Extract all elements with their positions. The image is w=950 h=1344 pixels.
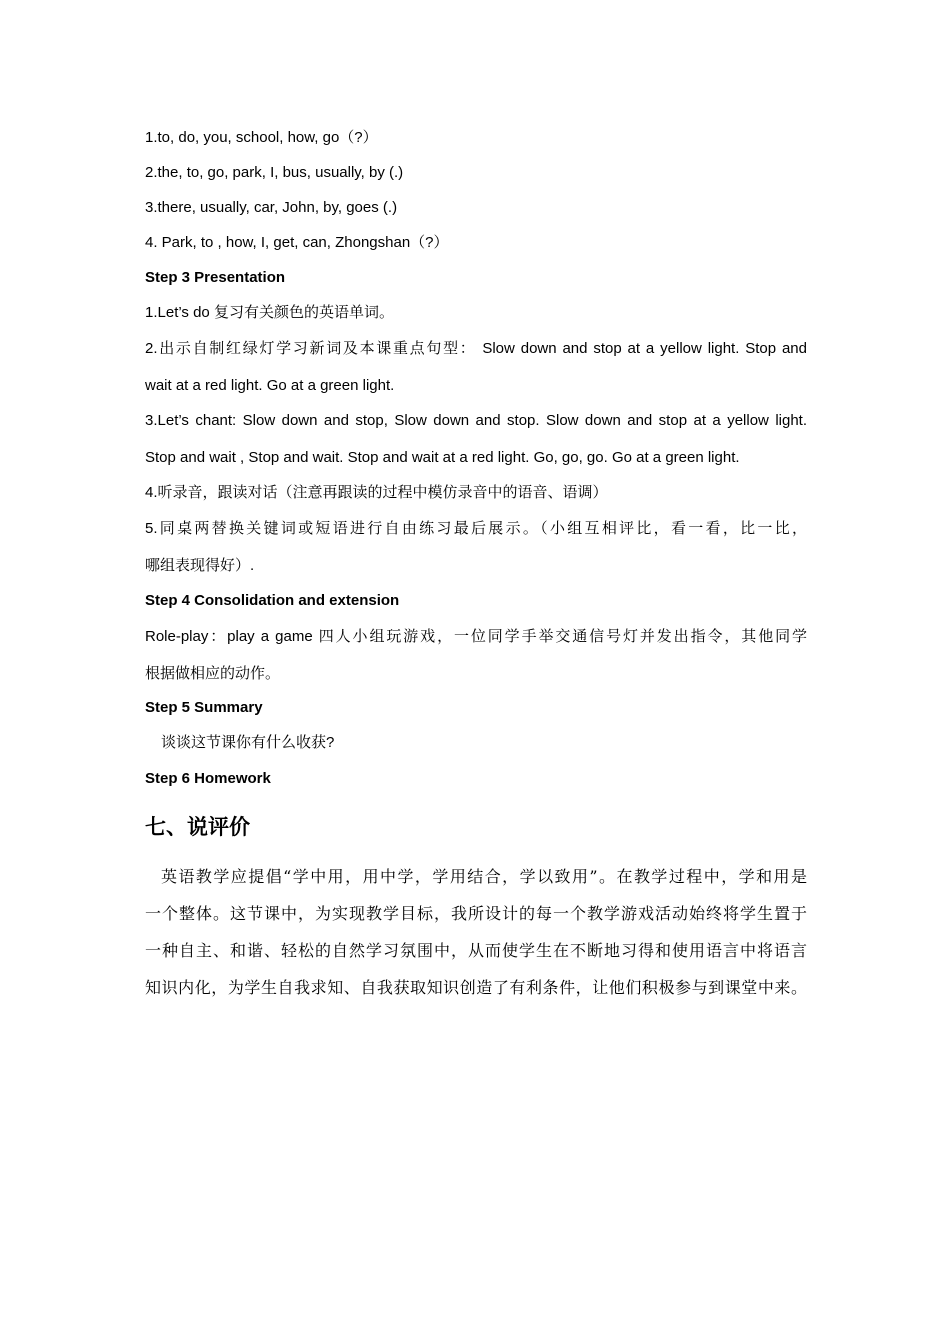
step-3-heading: Step 3 Presentation [145,269,286,286]
step-5-heading: Step 5 Summary [145,699,263,716]
presentation-item-1: 1.Let’s do 复习有关颜色的英语单词。 [145,304,394,321]
presentation-item-3-line-1: 3.Let’s chant: Slow down and stop, Slow down and stop. Slow down and stop at a yellow light. [145,412,807,429]
presentation-item-5-line-2: 哪组表现得好）. [145,557,255,574]
evaluation-paragraph-line-3: 一种自主、和谐、轻松的自然学习氛围中，从而使学生在不断地习得和使用语言中将语言 [145,941,807,960]
evaluation-paragraph-line-4: 知识内化，为学生自我求知、自我获取知识创造了有利条件，让他们积极参与到课堂中来。 [145,978,807,997]
presentation-item-5-line-1: 5.同桌两替换关键词或短语进行自由练习最后展示。（小组互相评比，看一看，比一比， [145,520,807,537]
presentation-item-4: 4.听录音，跟读对话（注意再跟读的过程中模仿录音中的语音、语调） [145,484,608,501]
exercise-line-2: 2.the, to, go, park, I, bus, usually, by (.) [145,164,404,181]
exercise-line-1: 1.to, do, you, school, how, go（?） [145,129,378,146]
exercise-line-3: 3.there, usually, car, John, by, goes (.) [145,199,398,216]
role-play-line-1: Role-play：play a game 四人小组玩游戏，一位同学手举交通信号灯并发出指令，其他同学 [145,628,807,645]
role-play-line-2: 根据做相应的动作。 [145,665,281,682]
presentation-item-3-line-2: Stop and wait , Stop and wait. Stop and wait at a red light. Go, go, go. Go at a green light. [145,449,740,466]
presentation-item-2-line-1: 2.出示自制红绿灯学习新词及本课重点句型： Slow down and stop at a yellow light. Stop and [145,340,807,357]
step-6-heading: Step 6 Homework [145,770,271,787]
evaluation-paragraph-line-1: 英语教学应提倡“学中用，用中学，学用结合，学以致用”。在教学过程中，学和用是 [161,867,807,886]
section-7-heading: 七、说评价 [145,815,250,839]
exercise-line-4: 4. Park, to , how, I, get, can, Zhongshan（?） [145,234,449,251]
step-4-heading: Step 4 Consolidation and extension [145,592,400,609]
evaluation-paragraph-line-2: 一个整体。这节课中，为实现教学目标，我所设计的每一个教学游戏活动始终将学生置于 [145,904,807,923]
presentation-item-2-line-2: wait at a red light. Go at a green light. [145,377,395,394]
summary-text: 谈谈这节课你有什么收获? [161,734,335,751]
